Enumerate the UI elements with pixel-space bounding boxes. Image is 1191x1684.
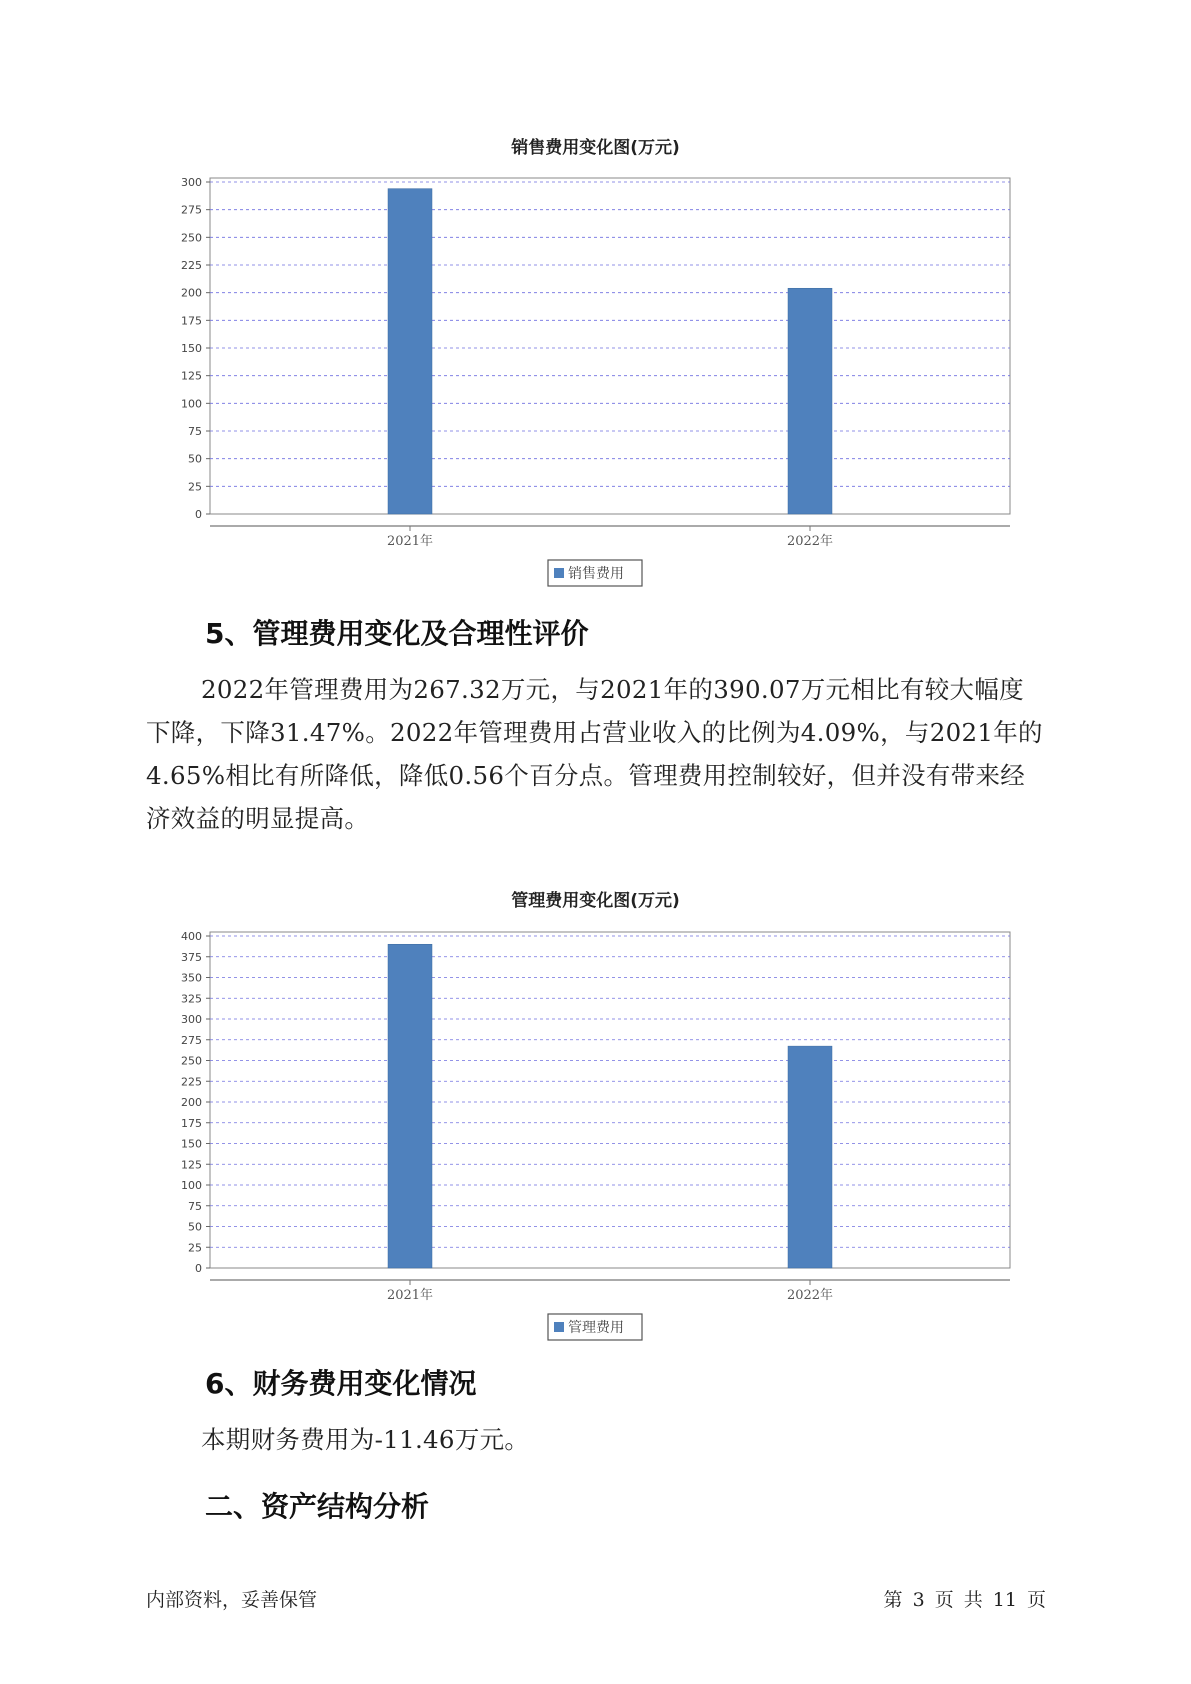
y-tick-label: 300	[181, 176, 202, 189]
y-tick-label: 275	[181, 1033, 202, 1047]
y-tick-label: 125	[181, 1158, 202, 1172]
asset-structure-heading: 二、资产结构分析	[205, 1490, 430, 1523]
y-tick-label: 200	[181, 286, 202, 300]
footer-confidential-note: 内部资料，妥善保管	[146, 1589, 318, 1611]
y-tick-label: 50	[188, 1220, 202, 1234]
y-tick-label: 250	[181, 1054, 202, 1068]
y-tick-label: 400	[181, 930, 202, 943]
legend-swatch	[554, 1322, 564, 1332]
chart-title-sales: 销售费用变化图(万元)	[511, 138, 680, 158]
bar	[388, 189, 432, 514]
y-tick-label: 150	[181, 1137, 202, 1151]
y-tick-label: 25	[188, 1241, 202, 1255]
y-tick-label: 225	[181, 1075, 202, 1089]
legend-label: 销售费用	[568, 566, 624, 582]
y-tick-label: 275	[181, 203, 202, 217]
chart-title-admin: 管理费用变化图(万元)	[511, 891, 680, 911]
y-tick-label: 175	[181, 1116, 202, 1130]
y-tick-label: 100	[181, 1179, 202, 1192]
y-tick-label: 125	[181, 369, 202, 383]
y-tick-label: 75	[188, 425, 202, 438]
y-tick-label: 300	[181, 1013, 202, 1026]
sales-expense-chart	[0, 170, 1191, 590]
x-tick-label: 2021年	[386, 534, 434, 549]
section-5-paragraph: 2022年管理费用为267.32万元，与2021年的390.07万元相比有较大幅度下降，下降31.47%。2022年管理费用占营业收入的比例为4.09%，与2021年的4.65%相比有所降低，降低0.56个百分点。管理费用控制较好，但并没有带来经济效益的明显提高。	[146, 675, 1043, 833]
section-6-heading: 6、财务费用变化情况	[205, 1367, 477, 1400]
plot-area	[210, 932, 1010, 1268]
x-tick-label: 2022年	[786, 534, 834, 549]
admin-expense-chart	[0, 924, 1191, 1344]
x-tick-label: 2022年	[786, 1288, 834, 1303]
y-tick-label: 225	[181, 259, 202, 272]
section-5-heading: 5、管理费用变化及合理性评价	[205, 617, 589, 650]
y-tick-label: 175	[181, 314, 202, 328]
footer-page-number: 第 3 页 共 11 页	[883, 1589, 1046, 1611]
plot-area	[210, 178, 1010, 514]
y-tick-label: 0	[195, 1262, 202, 1275]
x-tick-label: 2021年	[386, 1288, 434, 1303]
y-tick-label: 250	[181, 231, 202, 245]
section-6-paragraph: 本期财务费用为-11.46万元。	[201, 1425, 530, 1454]
y-tick-label: 0	[195, 508, 202, 521]
bar	[788, 288, 832, 514]
y-tick-label: 50	[188, 452, 202, 466]
legend-label: 管理费用	[568, 1320, 624, 1336]
y-tick-label: 200	[181, 1096, 202, 1109]
bar	[788, 1046, 832, 1268]
y-tick-label: 325	[181, 992, 202, 1006]
legend-swatch	[554, 568, 564, 578]
y-tick-label: 100	[181, 397, 202, 411]
y-tick-label: 25	[188, 480, 202, 494]
y-tick-label: 75	[188, 1199, 202, 1213]
y-tick-label: 350	[181, 971, 202, 985]
y-tick-label: 375	[181, 950, 202, 964]
bar	[388, 944, 432, 1268]
y-tick-label: 150	[181, 342, 202, 355]
